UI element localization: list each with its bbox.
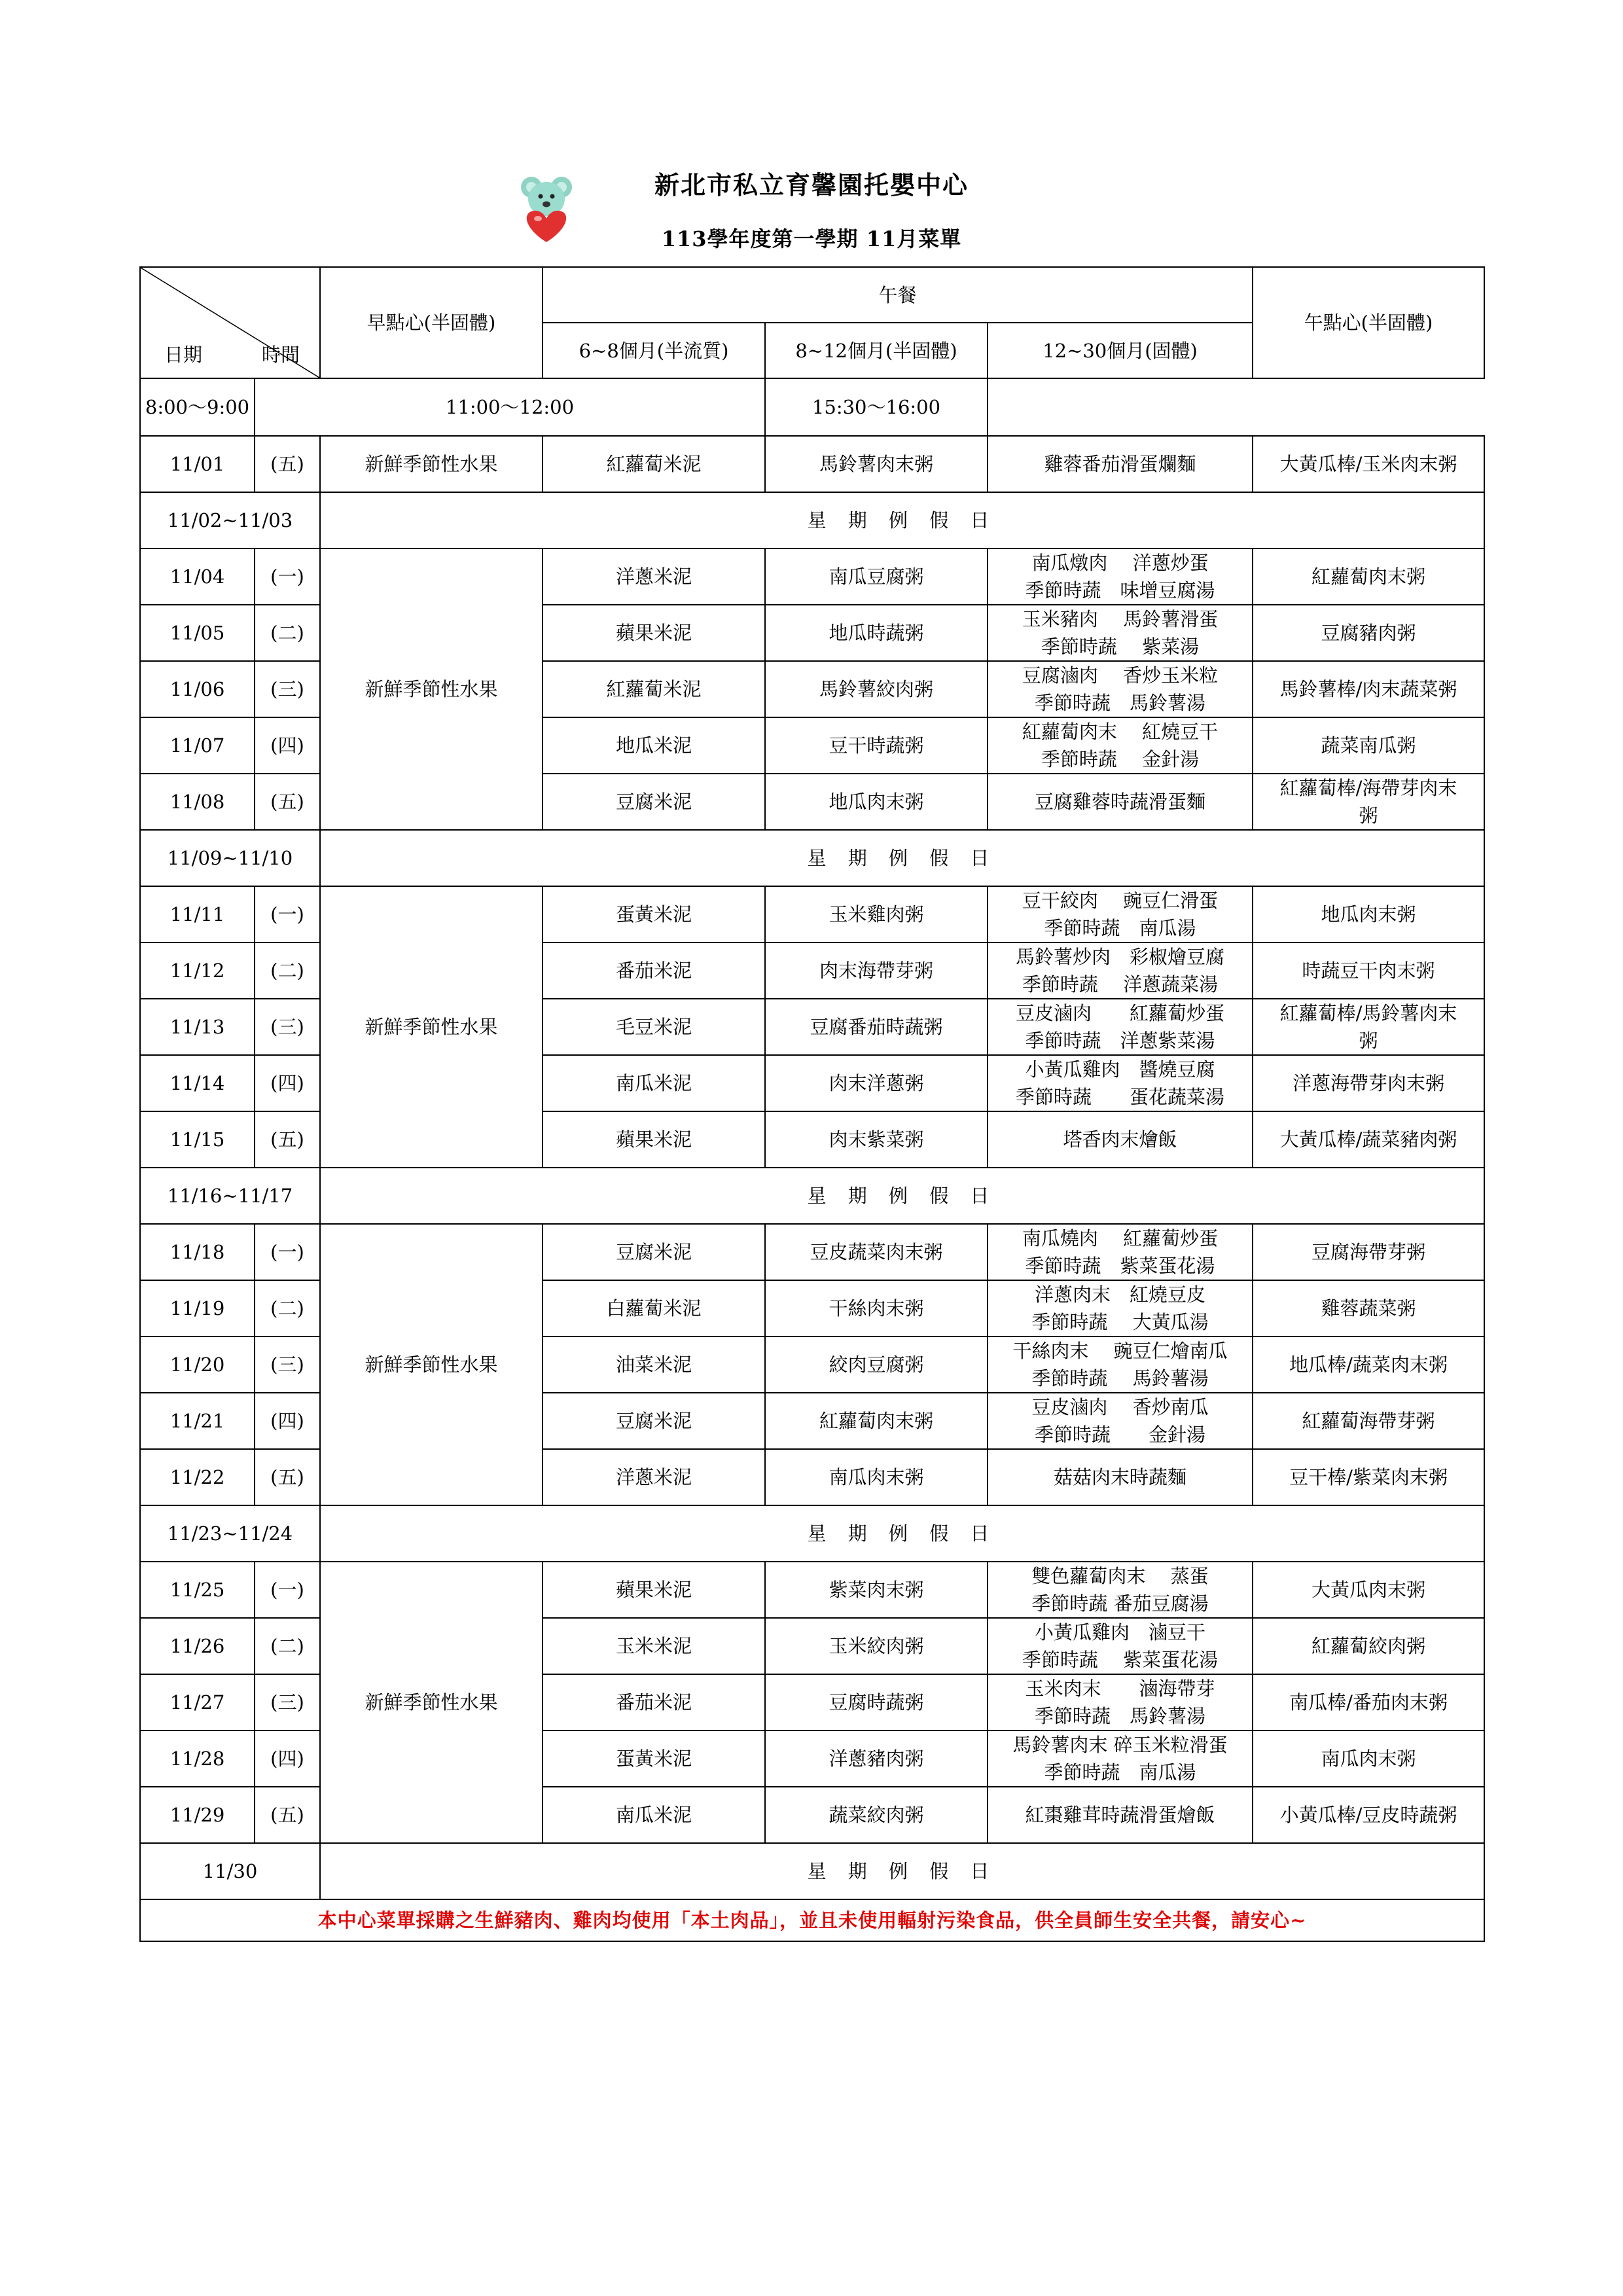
snack-item: 紅蘿蔔肉末粥 — [1253, 548, 1484, 605]
lunch-6-8-item: 洋蔥米泥 — [543, 548, 765, 605]
snack-item: 小黃瓜棒/豆皮時蔬粥 — [1253, 1787, 1484, 1843]
lunch-12-30-item: 干絲肉末 豌豆仁燴南瓜 季節時蔬 馬鈴薯湯 — [988, 1336, 1253, 1393]
row-date: 11/14 — [140, 1055, 255, 1111]
lunch-6-8-item: 豆腐米泥 — [543, 1393, 765, 1449]
row-weekday: (五) — [255, 1111, 320, 1168]
lunch-8-12-item: 肉末洋蔥粥 — [765, 1055, 988, 1111]
lunch-8-12-item: 地瓜肉末粥 — [765, 774, 988, 830]
lunch-8-12-item: 豆皮蔬菜肉末粥 — [765, 1224, 988, 1280]
snack-item: 雞蓉蔬菜粥 — [1253, 1280, 1484, 1336]
snack-item: 大黃瓜肉末粥 — [1253, 1562, 1484, 1618]
lunch-6-8-item: 蘋果米泥 — [543, 1111, 765, 1168]
lunch-8-12-header: 8~12個月(半固體) — [765, 323, 988, 378]
row-weekday: (一) — [255, 548, 320, 605]
row-weekday: (二) — [255, 1280, 320, 1336]
row-weekday: (五) — [255, 436, 320, 492]
row-date: 11/21 — [140, 1393, 255, 1449]
lunch-8-12-item: 豆腐番茄時蔬粥 — [765, 999, 988, 1055]
snack-item: 蔬菜南瓜粥 — [1253, 717, 1484, 774]
row-date: 11/15 — [140, 1111, 255, 1168]
holiday-label: 星 期 例 假 日 — [320, 1505, 1484, 1562]
holiday-label: 星 期 例 假 日 — [320, 492, 1484, 548]
holiday-row — [140, 1843, 1484, 1899]
row-date: 11/19 — [140, 1280, 255, 1336]
menu-row — [140, 886, 1484, 942]
holiday-row — [140, 1168, 1484, 1224]
holiday-row — [140, 492, 1484, 548]
lunch-8-12-item: 豆腐時蔬粥 — [765, 1674, 988, 1731]
row-date: 11/29 — [140, 1787, 255, 1843]
lunch-8-12-item: 玉米絞肉粥 — [765, 1618, 988, 1674]
snack-item: 豆腐海帶芽粥 — [1253, 1224, 1484, 1280]
lunch-6-8-item: 蛋黃米泥 — [543, 1731, 765, 1787]
lunch-12-30-item: 紅蘿蔔肉末 紅燒豆干 季節時蔬 金針湯 — [988, 717, 1253, 774]
row-weekday: (五) — [255, 1787, 320, 1843]
holiday-date: 11/09~11/10 — [140, 830, 320, 886]
row-weekday: (五) — [255, 774, 320, 830]
lunch-8-12-item: 南瓜肉末粥 — [765, 1449, 988, 1505]
lunch-8-12-item: 洋蔥豬肉粥 — [765, 1731, 988, 1787]
lunch-8-12-item: 肉末海帶芽粥 — [765, 942, 988, 999]
lunch-8-12-item: 紅蘿蔔肉末粥 — [765, 1393, 988, 1449]
snack-item: 大黃瓜棒/蔬菜豬肉粥 — [1253, 1111, 1484, 1168]
lunch-12-30-item: 馬鈴薯炒肉 彩椒燴豆腐 季節時蔬 洋蔥蔬菜湯 — [988, 942, 1253, 999]
lunch-8-12-item: 豆干時蔬粥 — [765, 717, 988, 774]
row-date: 11/26 — [140, 1618, 255, 1674]
lunch-6-8-item: 地瓜米泥 — [543, 717, 765, 774]
row-weekday: (五) — [255, 1449, 320, 1505]
breakfast-fruit: 新鮮季節性水果 — [320, 436, 543, 492]
snack-item: 地瓜棒/蔬菜肉末粥 — [1253, 1336, 1484, 1393]
breakfast-time: 8:00～9:00 — [140, 378, 255, 436]
row-date: 11/11 — [140, 886, 255, 942]
holiday-date: 11/02~11/03 — [140, 492, 320, 548]
snack-item: 紅蘿蔔海帶芽粥 — [1253, 1393, 1484, 1449]
lunch-6-8-item: 南瓜米泥 — [543, 1055, 765, 1111]
lunch-12-30-item: 豆皮滷肉 香炒南瓜 季節時蔬 金針湯 — [988, 1393, 1253, 1449]
snack-item: 紅蘿蔔棒/馬鈴薯肉末 粥 — [1253, 999, 1484, 1055]
lunch-8-12-item: 馬鈴薯絞肉粥 — [765, 661, 988, 717]
lunch-time: 11:00～12:00 — [255, 378, 765, 436]
lunch-6-8-item: 番茄米泥 — [543, 1674, 765, 1731]
lunch-12-30-item: 小黃瓜雞肉 滷豆干 季節時蔬 紫菜蛋花湯 — [988, 1618, 1253, 1674]
holiday-row — [140, 1505, 1484, 1562]
snack-item: 豆干棒/紫菜肉末粥 — [1253, 1449, 1484, 1505]
row-date: 11/13 — [140, 999, 255, 1055]
row-weekday: (四) — [255, 1731, 320, 1787]
snack-time: 15:30～16:00 — [765, 378, 988, 436]
lunch-12-30-item: 豆干絞肉 豌豆仁滑蛋 季節時蔬 南瓜湯 — [988, 886, 1253, 942]
lunch-8-12-item: 蔬菜絞肉粥 — [765, 1787, 988, 1843]
row-date: 11/05 — [140, 605, 255, 661]
row-date: 11/06 — [140, 661, 255, 717]
row-date: 11/04 — [140, 548, 255, 605]
snack-item: 馬鈴薯棒/肉末蔬菜粥 — [1253, 661, 1484, 717]
holiday-label: 星 期 例 假 日 — [320, 830, 1484, 886]
lunch-8-12-item: 紫菜肉末粥 — [765, 1562, 988, 1618]
lunch-8-12-item: 地瓜時蔬粥 — [765, 605, 988, 661]
row-date: 11/01 — [140, 436, 255, 492]
lunch-6-8-item: 蘋果米泥 — [543, 1562, 765, 1618]
holiday-date: 11/30 — [140, 1843, 320, 1899]
lunch-12-30-item: 南瓜燒肉 紅蘿蔔炒蛋 季節時蔬 紫菜蛋花湯 — [988, 1224, 1253, 1280]
snack-item: 南瓜肉末粥 — [1253, 1731, 1484, 1787]
snack-item: 地瓜肉末粥 — [1253, 886, 1484, 942]
lunch-8-12-item: 玉米雞肉粥 — [765, 886, 988, 942]
lunch-8-12-item: 馬鈴薯肉末粥 — [765, 436, 988, 492]
lunch-12-30-item: 洋蔥肉末 紅燒豆皮 季節時蔬 大黃瓜湯 — [988, 1280, 1253, 1336]
row-date: 11/20 — [140, 1336, 255, 1393]
row-weekday: (二) — [255, 942, 320, 999]
snack-item: 豆腐豬肉粥 — [1253, 605, 1484, 661]
breakfast-fruit: 新鮮季節性水果 — [320, 886, 543, 1168]
lunch-12-30-item: 豆皮滷肉 紅蘿蔔炒蛋 季節時蔬 洋蔥紫菜湯 — [988, 999, 1253, 1055]
lunch-12-30-item: 豆腐雞蓉時蔬滑蛋麵 — [988, 774, 1253, 830]
lunch-6-8-item: 紅蘿蔔米泥 — [543, 436, 765, 492]
snack-item: 紅蘿蔔絞肉粥 — [1253, 1618, 1484, 1674]
snack-item: 紅蘿蔔棒/海帶芽肉末 粥 — [1253, 774, 1484, 830]
breakfast-fruit: 新鮮季節性水果 — [320, 1562, 543, 1843]
lunch-8-12-item: 南瓜豆腐粥 — [765, 548, 988, 605]
row-weekday: (二) — [255, 1618, 320, 1674]
lunch-6-8-header: 6~8個月(半流質) — [543, 323, 765, 378]
row-date: 11/25 — [140, 1562, 255, 1618]
lunch-12-30-item: 菇菇肉末時蔬麵 — [988, 1449, 1253, 1505]
lunch-6-8-item: 蘋果米泥 — [543, 605, 765, 661]
lunch-6-8-item: 豆腐米泥 — [543, 1224, 765, 1280]
lunch-12-30-item: 紅棗雞茸時蔬滑蛋燴飯 — [988, 1787, 1253, 1843]
row-weekday: (三) — [255, 1336, 320, 1393]
lunch-6-8-item: 番茄米泥 — [543, 942, 765, 999]
row-weekday: (三) — [255, 661, 320, 717]
menu-row — [140, 1562, 1484, 1618]
lunch-12-30-item: 塔香肉末燴飯 — [988, 1111, 1253, 1168]
snack-header: 午點心(半固體) — [1253, 267, 1484, 378]
lunch-8-12-item: 肉末紫菜粥 — [765, 1111, 988, 1168]
lunch-12-30-item: 小黃瓜雞肉 醬燒豆腐 季節時蔬 蛋花蔬菜湯 — [988, 1055, 1253, 1111]
menu-row — [140, 548, 1484, 605]
lunch-6-8-item: 油菜米泥 — [543, 1336, 765, 1393]
time-label: 時間 — [261, 344, 300, 366]
lunch-header: 午餐 — [543, 267, 1253, 323]
holiday-label: 星 期 例 假 日 — [320, 1843, 1484, 1899]
lunch-12-30-item: 雞蓉番茄滑蛋爛麵 — [988, 436, 1253, 492]
breakfast-header: 早點心(半固體) — [320, 267, 543, 378]
lunch-6-8-item: 豆腐米泥 — [543, 774, 765, 830]
lunch-8-12-item: 干絲肉末粥 — [765, 1280, 988, 1336]
snack-item: 南瓜棒/番茄肉末粥 — [1253, 1674, 1484, 1731]
row-date: 11/18 — [140, 1224, 255, 1280]
row-date: 11/22 — [140, 1449, 255, 1505]
row-date: 11/28 — [140, 1731, 255, 1787]
row-date: 11/27 — [140, 1674, 255, 1731]
row-weekday: (一) — [255, 1224, 320, 1280]
breakfast-fruit: 新鮮季節性水果 — [320, 548, 543, 830]
lunch-12-30-item: 玉米肉末 滷海帶芽 季節時蔬 馬鈴薯湯 — [988, 1674, 1253, 1731]
lunch-12-30-item: 玉米豬肉 馬鈴薯滑蛋 季節時蔬 紫菜湯 — [988, 605, 1253, 661]
lunch-6-8-item: 蛋黃米泥 — [543, 886, 765, 942]
lunch-6-8-item: 毛豆米泥 — [543, 999, 765, 1055]
holiday-date: 11/23~11/24 — [140, 1505, 320, 1562]
menu-row — [140, 436, 1484, 492]
footer-note: 本中心菜單採購之生鮮豬肉、雞肉均使用「本土肉品」，並且未使用輻射污染食品，供全員師生安全共餐，請安心~ — [140, 1899, 1484, 1941]
row-date: 11/07 — [140, 717, 255, 774]
lunch-6-8-item: 白蘿蔔米泥 — [543, 1280, 765, 1336]
snack-item: 大黃瓜棒/玉米肉末粥 — [1253, 436, 1484, 492]
menu-row — [140, 1224, 1484, 1280]
center-title: 新北市私立育馨園托嬰中心 — [654, 170, 969, 200]
lunch-6-8-item: 紅蘿蔔米泥 — [543, 661, 765, 717]
menu-subtitle: 113學年度第一學期 11月菜單 — [661, 226, 962, 251]
lunch-6-8-item: 洋蔥米泥 — [543, 1449, 765, 1505]
lunch-8-12-item: 絞肉豆腐粥 — [765, 1336, 988, 1393]
lunch-12-30-item: 馬鈴薯肉末 碎玉米粒滑蛋 季節時蔬 南瓜湯 — [988, 1731, 1253, 1787]
row-weekday: (四) — [255, 717, 320, 774]
snack-item: 時蔬豆干肉末粥 — [1253, 942, 1484, 999]
lunch-6-8-item: 南瓜米泥 — [543, 1787, 765, 1843]
lunch-12-30-item: 雙色蘿蔔肉末 蒸蛋 季節時蔬 番茄豆腐湯 — [988, 1562, 1253, 1618]
date-label: 日期 — [164, 344, 203, 366]
date-time-header — [140, 267, 320, 378]
snack-item: 洋蔥海帶芽肉末粥 — [1253, 1055, 1484, 1111]
row-weekday: (一) — [255, 886, 320, 942]
lunch-12-30-item: 豆腐滷肉 香炒玉米粒 季節時蔬 馬鈴薯湯 — [988, 661, 1253, 717]
holiday-label: 星 期 例 假 日 — [320, 1168, 1484, 1224]
lunch-6-8-item: 玉米米泥 — [543, 1618, 765, 1674]
lunch-12-30-item: 南瓜燉肉 洋蔥炒蛋 季節時蔬 味增豆腐湯 — [988, 548, 1253, 605]
row-weekday: (一) — [255, 1562, 320, 1618]
row-weekday: (四) — [255, 1393, 320, 1449]
lunch-12-30-header: 12~30個月(固體) — [988, 323, 1253, 378]
breakfast-fruit: 新鮮季節性水果 — [320, 1224, 543, 1505]
menu-table — [139, 266, 1485, 1942]
row-weekday: (三) — [255, 999, 320, 1055]
footer-row — [140, 1899, 1484, 1941]
row-date: 11/12 — [140, 942, 255, 999]
row-date: 11/08 — [140, 774, 255, 830]
holiday-row — [140, 830, 1484, 886]
holiday-date: 11/16~11/17 — [140, 1168, 320, 1224]
row-weekday: (三) — [255, 1674, 320, 1731]
row-weekday: (二) — [255, 605, 320, 661]
row-weekday: (四) — [255, 1055, 320, 1111]
